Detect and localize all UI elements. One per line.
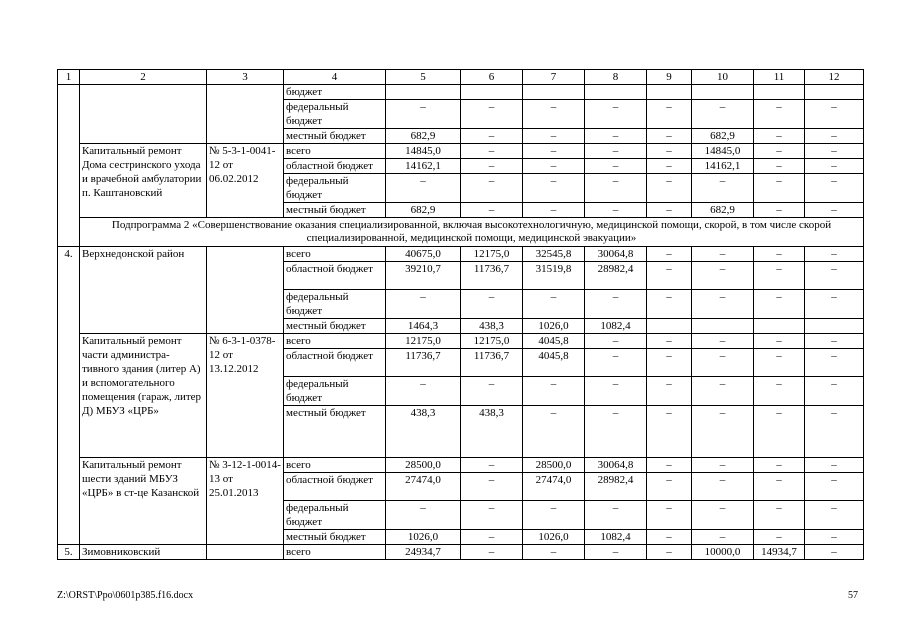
value-cell: [805, 319, 864, 334]
value-cell: –: [647, 159, 692, 174]
value-cell: –: [805, 501, 864, 530]
value-cell: –: [523, 159, 585, 174]
value-cell: –: [461, 501, 523, 530]
value-cell: 438,3: [461, 406, 523, 458]
value-cell: –: [805, 406, 864, 458]
header-cell: 9: [647, 70, 692, 85]
value-cell: 1026,0: [386, 530, 461, 545]
value-cell: 11736,7: [461, 349, 523, 377]
value-cell: 1082,4: [585, 319, 647, 334]
header-cell: 11: [754, 70, 805, 85]
value-cell: –: [754, 174, 805, 203]
value-cell: –: [692, 247, 754, 262]
file-path: Z:\ORST\Ppo\0601p385.f16.docx: [57, 590, 194, 601]
value-cell: 1082,4: [585, 530, 647, 545]
value-cell: –: [754, 530, 805, 545]
value-cell: –: [754, 100, 805, 129]
value-cell: –: [805, 247, 864, 262]
funding-source-cell: федеральный бюджет: [284, 290, 386, 319]
value-cell: –: [692, 406, 754, 458]
value-cell: –: [692, 174, 754, 203]
header-cell: 8: [585, 70, 647, 85]
value-cell: –: [692, 100, 754, 129]
value-cell: 28982,4: [585, 473, 647, 501]
funding-source-cell: областной бюджет: [284, 262, 386, 290]
value-cell: –: [647, 247, 692, 262]
table-row: [58, 458, 864, 473]
header-cell: 10: [692, 70, 754, 85]
value-cell: –: [523, 100, 585, 129]
value-cell: –: [585, 406, 647, 458]
value-cell: –: [585, 501, 647, 530]
value-cell: 39210,7: [386, 262, 461, 290]
value-cell: –: [754, 203, 805, 218]
value-cell: 4045,8: [523, 334, 585, 349]
value-cell: –: [692, 334, 754, 349]
value-cell: –: [805, 334, 864, 349]
document-cell: [207, 545, 284, 560]
value-cell: –: [461, 530, 523, 545]
value-cell: –: [461, 377, 523, 406]
value-cell: –: [523, 290, 585, 319]
value-cell: –: [754, 129, 805, 144]
value-cell: –: [754, 262, 805, 290]
value-cell: –: [585, 174, 647, 203]
value-cell: –: [805, 174, 864, 203]
table-row: [58, 85, 864, 100]
value-cell: –: [647, 530, 692, 545]
value-cell: –: [523, 203, 585, 218]
value-cell: 14162,1: [692, 159, 754, 174]
value-cell: 14934,7: [754, 545, 805, 560]
funding-source-cell: бюджет: [284, 85, 386, 100]
funding-source-cell: всего: [284, 458, 386, 473]
value-cell: –: [647, 406, 692, 458]
funding-source-cell: федеральный бюджет: [284, 174, 386, 203]
value-cell: 12175,0: [386, 334, 461, 349]
funding-source-cell: федеральный бюджет: [284, 100, 386, 129]
value-cell: –: [647, 501, 692, 530]
document-cell: [207, 247, 284, 334]
value-cell: 1026,0: [523, 530, 585, 545]
value-cell: [754, 85, 805, 100]
value-cell: –: [585, 334, 647, 349]
value-cell: –: [647, 545, 692, 560]
row-number-cell: 5.: [58, 545, 80, 560]
value-cell: 682,9: [386, 129, 461, 144]
value-cell: –: [692, 458, 754, 473]
value-cell: 1026,0: [523, 319, 585, 334]
value-cell: 27474,0: [386, 473, 461, 501]
page-number: 57: [848, 590, 858, 601]
value-cell: –: [386, 290, 461, 319]
value-cell: –: [523, 377, 585, 406]
value-cell: –: [754, 406, 805, 458]
value-cell: –: [647, 174, 692, 203]
value-cell: –: [647, 100, 692, 129]
value-cell: 28982,4: [585, 262, 647, 290]
value-cell: –: [585, 545, 647, 560]
value-cell: 30064,8: [585, 247, 647, 262]
value-cell: –: [692, 262, 754, 290]
header-cell: 3: [207, 70, 284, 85]
value-cell: –: [805, 129, 864, 144]
value-cell: –: [805, 290, 864, 319]
value-cell: –: [647, 290, 692, 319]
value-cell: –: [585, 290, 647, 319]
value-cell: –: [805, 144, 864, 159]
value-cell: –: [692, 349, 754, 377]
value-cell: –: [461, 174, 523, 203]
value-cell: –: [805, 349, 864, 377]
value-cell: –: [523, 144, 585, 159]
value-cell: 438,3: [461, 319, 523, 334]
value-cell: –: [754, 290, 805, 319]
value-cell: –: [805, 203, 864, 218]
value-cell: –: [461, 473, 523, 501]
value-cell: 11736,7: [461, 262, 523, 290]
value-cell: –: [523, 129, 585, 144]
value-cell: [692, 319, 754, 334]
value-cell: –: [754, 159, 805, 174]
value-cell: –: [647, 144, 692, 159]
value-cell: 31519,8: [523, 262, 585, 290]
table-row: [58, 247, 864, 262]
row-number-cell: [58, 85, 80, 247]
object-name-cell: Капитальный ремонт части администра-тивного здания (литер А) и вспомогательного помещения (гараж, литер Д) МБУЗ «ЦРБ»: [80, 334, 207, 458]
budget-table: [57, 69, 864, 560]
value-cell: –: [754, 377, 805, 406]
value-cell: –: [585, 144, 647, 159]
value-cell: –: [647, 458, 692, 473]
value-cell: –: [692, 473, 754, 501]
value-cell: [647, 85, 692, 100]
value-cell: 27474,0: [523, 473, 585, 501]
value-cell: [754, 319, 805, 334]
header-cell: 6: [461, 70, 523, 85]
value-cell: 14845,0: [386, 144, 461, 159]
value-cell: 11736,7: [386, 349, 461, 377]
value-cell: –: [805, 530, 864, 545]
table-row: [58, 545, 864, 560]
value-cell: –: [805, 159, 864, 174]
value-cell: 12175,0: [461, 247, 523, 262]
funding-source-cell: всего: [284, 247, 386, 262]
value-cell: –: [647, 377, 692, 406]
value-cell: –: [754, 458, 805, 473]
value-cell: 14162,1: [386, 159, 461, 174]
value-cell: [805, 85, 864, 100]
value-cell: 28500,0: [386, 458, 461, 473]
funding-source-cell: областной бюджет: [284, 159, 386, 174]
value-cell: –: [805, 262, 864, 290]
table-row: [58, 334, 864, 349]
funding-source-cell: местный бюджет: [284, 319, 386, 334]
table-row: [58, 218, 864, 247]
value-cell: [523, 85, 585, 100]
value-cell: –: [805, 458, 864, 473]
value-cell: –: [647, 349, 692, 377]
value-cell: 14845,0: [692, 144, 754, 159]
value-cell: –: [692, 501, 754, 530]
value-cell: 1464,3: [386, 319, 461, 334]
object-name-cell: Капитальный ремонт шести зданий МБУЗ «ЦРБ» в ст-це Казанской: [80, 458, 207, 545]
value-cell: –: [523, 174, 585, 203]
value-cell: 40675,0: [386, 247, 461, 262]
value-cell: –: [386, 501, 461, 530]
value-cell: –: [805, 100, 864, 129]
object-name-cell: Зимовниковский: [80, 545, 207, 560]
value-cell: –: [523, 501, 585, 530]
funding-source-cell: всего: [284, 334, 386, 349]
value-cell: –: [386, 174, 461, 203]
row-number-cell: 4.: [58, 247, 80, 545]
funding-source-cell: местный бюджет: [284, 406, 386, 458]
funding-source-cell: местный бюджет: [284, 203, 386, 218]
funding-source-cell: всего: [284, 144, 386, 159]
value-cell: –: [647, 262, 692, 290]
value-cell: –: [805, 545, 864, 560]
value-cell: –: [461, 458, 523, 473]
value-cell: 12175,0: [461, 334, 523, 349]
value-cell: –: [523, 406, 585, 458]
header-cell: 1: [58, 70, 80, 85]
value-cell: 682,9: [692, 203, 754, 218]
document-cell: № 3-12-1-0014-13 от 25.01.2013: [207, 458, 284, 545]
document-cell: № 6-3-1-0378-12 от 13.12.2012: [207, 334, 284, 458]
value-cell: –: [523, 545, 585, 560]
value-cell: –: [805, 473, 864, 501]
funding-source-cell: местный бюджет: [284, 129, 386, 144]
value-cell: –: [754, 247, 805, 262]
subprogram-title: Подпрограмма 2 «Совершенствование оказания специализированной, включая высокотехнологичную, медицинской помощи, скорой, в том числе скорой специализированной, медицинской помощи, медицинской эвакуации»: [80, 218, 864, 247]
value-cell: 32545,8: [523, 247, 585, 262]
value-cell: –: [647, 203, 692, 218]
value-cell: [461, 85, 523, 100]
header-cell: 4: [284, 70, 386, 85]
value-cell: –: [754, 349, 805, 377]
value-cell: –: [585, 159, 647, 174]
value-cell: 4045,8: [523, 349, 585, 377]
value-cell: –: [386, 100, 461, 129]
value-cell: –: [692, 290, 754, 319]
value-cell: –: [754, 501, 805, 530]
value-cell: –: [461, 129, 523, 144]
table-row: [58, 144, 864, 159]
funding-source-cell: федеральный бюджет: [284, 501, 386, 530]
value-cell: –: [754, 144, 805, 159]
value-cell: 30064,8: [585, 458, 647, 473]
value-cell: –: [461, 203, 523, 218]
value-cell: 24934,7: [386, 545, 461, 560]
document-cell: [207, 85, 284, 144]
value-cell: –: [461, 290, 523, 319]
value-cell: 28500,0: [523, 458, 585, 473]
header-cell: 7: [523, 70, 585, 85]
header-cell: 5: [386, 70, 461, 85]
funding-source-cell: федеральный бюджет: [284, 377, 386, 406]
header-cell: 2: [80, 70, 207, 85]
object-name-cell: Капитальный ремонт Дома сестринского ухода и врачебной амбулатории п. Каштановский: [80, 144, 207, 218]
value-cell: [585, 85, 647, 100]
value-cell: –: [585, 203, 647, 218]
value-cell: –: [585, 377, 647, 406]
header-row: [58, 70, 864, 85]
funding-source-cell: областной бюджет: [284, 473, 386, 501]
value-cell: –: [386, 377, 461, 406]
value-cell: –: [692, 377, 754, 406]
value-cell: –: [461, 100, 523, 129]
header-cell: 12: [805, 70, 864, 85]
funding-source-cell: местный бюджет: [284, 530, 386, 545]
value-cell: –: [461, 144, 523, 159]
funding-source-cell: областной бюджет: [284, 349, 386, 377]
value-cell: –: [585, 129, 647, 144]
value-cell: 10000,0: [692, 545, 754, 560]
funding-source-cell: всего: [284, 545, 386, 560]
value-cell: 682,9: [692, 129, 754, 144]
value-cell: –: [754, 473, 805, 501]
value-cell: –: [461, 159, 523, 174]
value-cell: 682,9: [386, 203, 461, 218]
value-cell: –: [647, 334, 692, 349]
value-cell: –: [585, 349, 647, 377]
value-cell: [692, 85, 754, 100]
document-cell: № 5-3-1-0041-12 от 06.02.2012: [207, 144, 284, 218]
value-cell: –: [461, 545, 523, 560]
object-name-cell: [80, 85, 207, 144]
value-cell: –: [692, 530, 754, 545]
value-cell: –: [647, 129, 692, 144]
value-cell: –: [805, 377, 864, 406]
value-cell: [386, 85, 461, 100]
value-cell: –: [647, 473, 692, 501]
value-cell: –: [754, 334, 805, 349]
object-name-cell: Верхнедонской район: [80, 247, 207, 334]
value-cell: 438,3: [386, 406, 461, 458]
value-cell: –: [585, 100, 647, 129]
value-cell: [647, 319, 692, 334]
